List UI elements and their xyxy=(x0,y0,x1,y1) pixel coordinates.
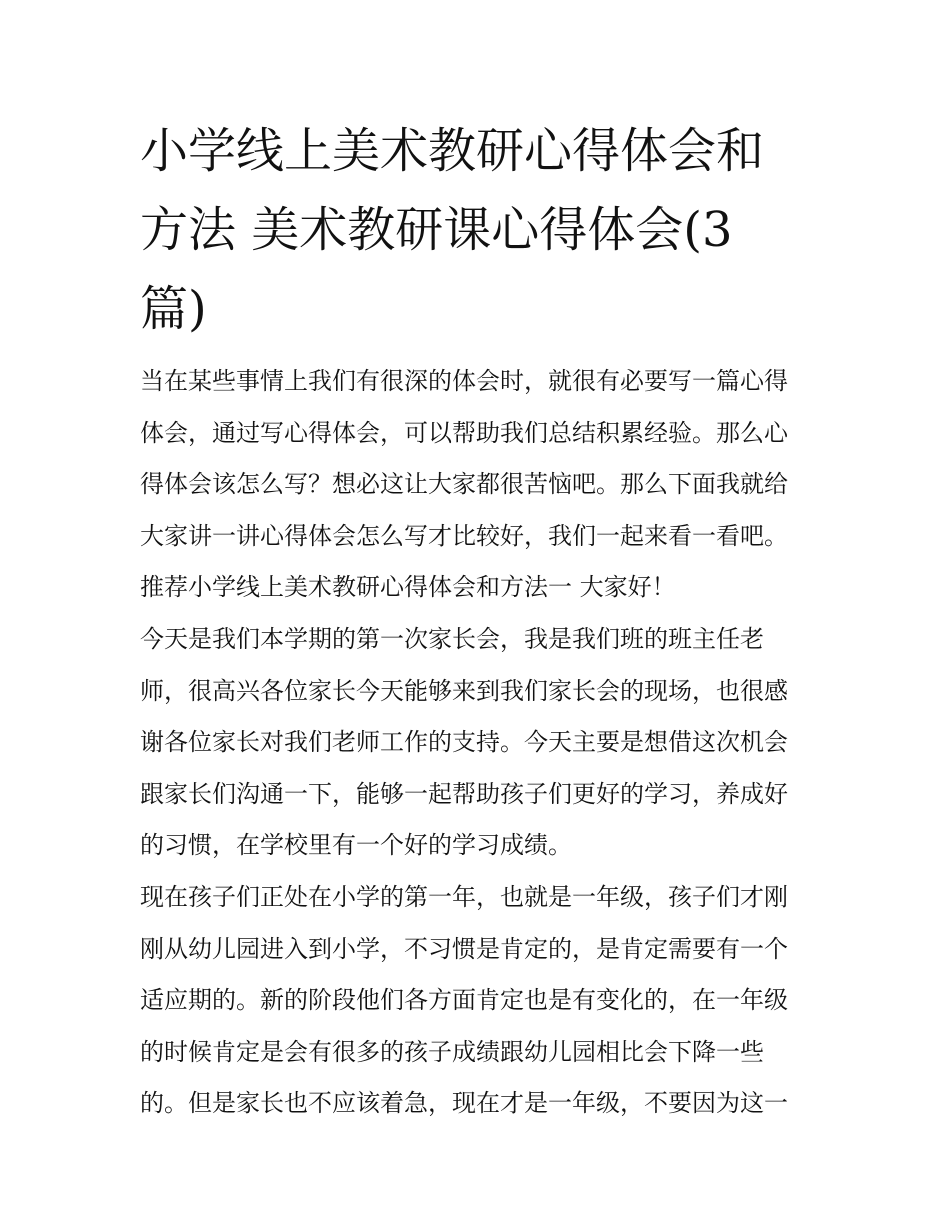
body-line: 刚从幼儿园进入到小学，不习惯是肯定的，是肯定需要有一个 xyxy=(140,934,788,963)
body-line: 跟家长们沟通一下，能够一起帮助孩子们更好的学习，养成好 xyxy=(140,779,788,808)
body-line: 体会，通过写心得体会，可以帮助我们总结积累经验。那么心 xyxy=(140,418,788,447)
body-line: 大家讲一讲心得体会怎么写才比较好，我们一起来看一看吧。 xyxy=(140,521,788,550)
body-line: 推荐小学线上美术教研心得体会和方法一 大家好！ xyxy=(140,573,676,602)
body-line: 得体会该怎么写？想必这让大家都很苦恼吧。那么下面我就给 xyxy=(140,470,788,499)
body-line: 的。但是家长也不应该着急，现在才是一年级，不要因为这一 xyxy=(140,1089,788,1118)
body-line: 今天是我们本学期的第一次家长会，我是我们班的班主任老 xyxy=(140,624,764,653)
body-line: 师，很高兴各位家长今天能够来到我们家长会的现场，也很感 xyxy=(140,676,788,705)
body-line: 的时候肯定是会有很多的孩子成绩跟幼儿园相比会下降一些 xyxy=(140,1037,764,1066)
document-body xyxy=(140,356,820,1130)
body-line: 的习惯，在学校里有一个好的学习成绩。 xyxy=(140,831,572,860)
body-line: 当在某些事情上我们有很深的体会时，就很有必要写一篇心得 xyxy=(140,367,788,395)
body-line: 现在孩子们正处在小学的第一年，也就是一年级，孩子们才刚 xyxy=(140,882,788,911)
document-title xyxy=(140,112,820,349)
title-line-3: 篇) xyxy=(140,281,207,337)
title-line-2: 方法 美术教研课心得体会(3 xyxy=(140,202,733,258)
body-line: 谢各位家长对我们老师工作的支持。今天主要是想借这次机会 xyxy=(140,728,788,757)
body-line: 适应期的。新的阶段他们各方面肯定也是有变化的，在一年级 xyxy=(140,986,788,1015)
title-line-1: 小学线上美术教研心得体会和 xyxy=(140,123,765,179)
